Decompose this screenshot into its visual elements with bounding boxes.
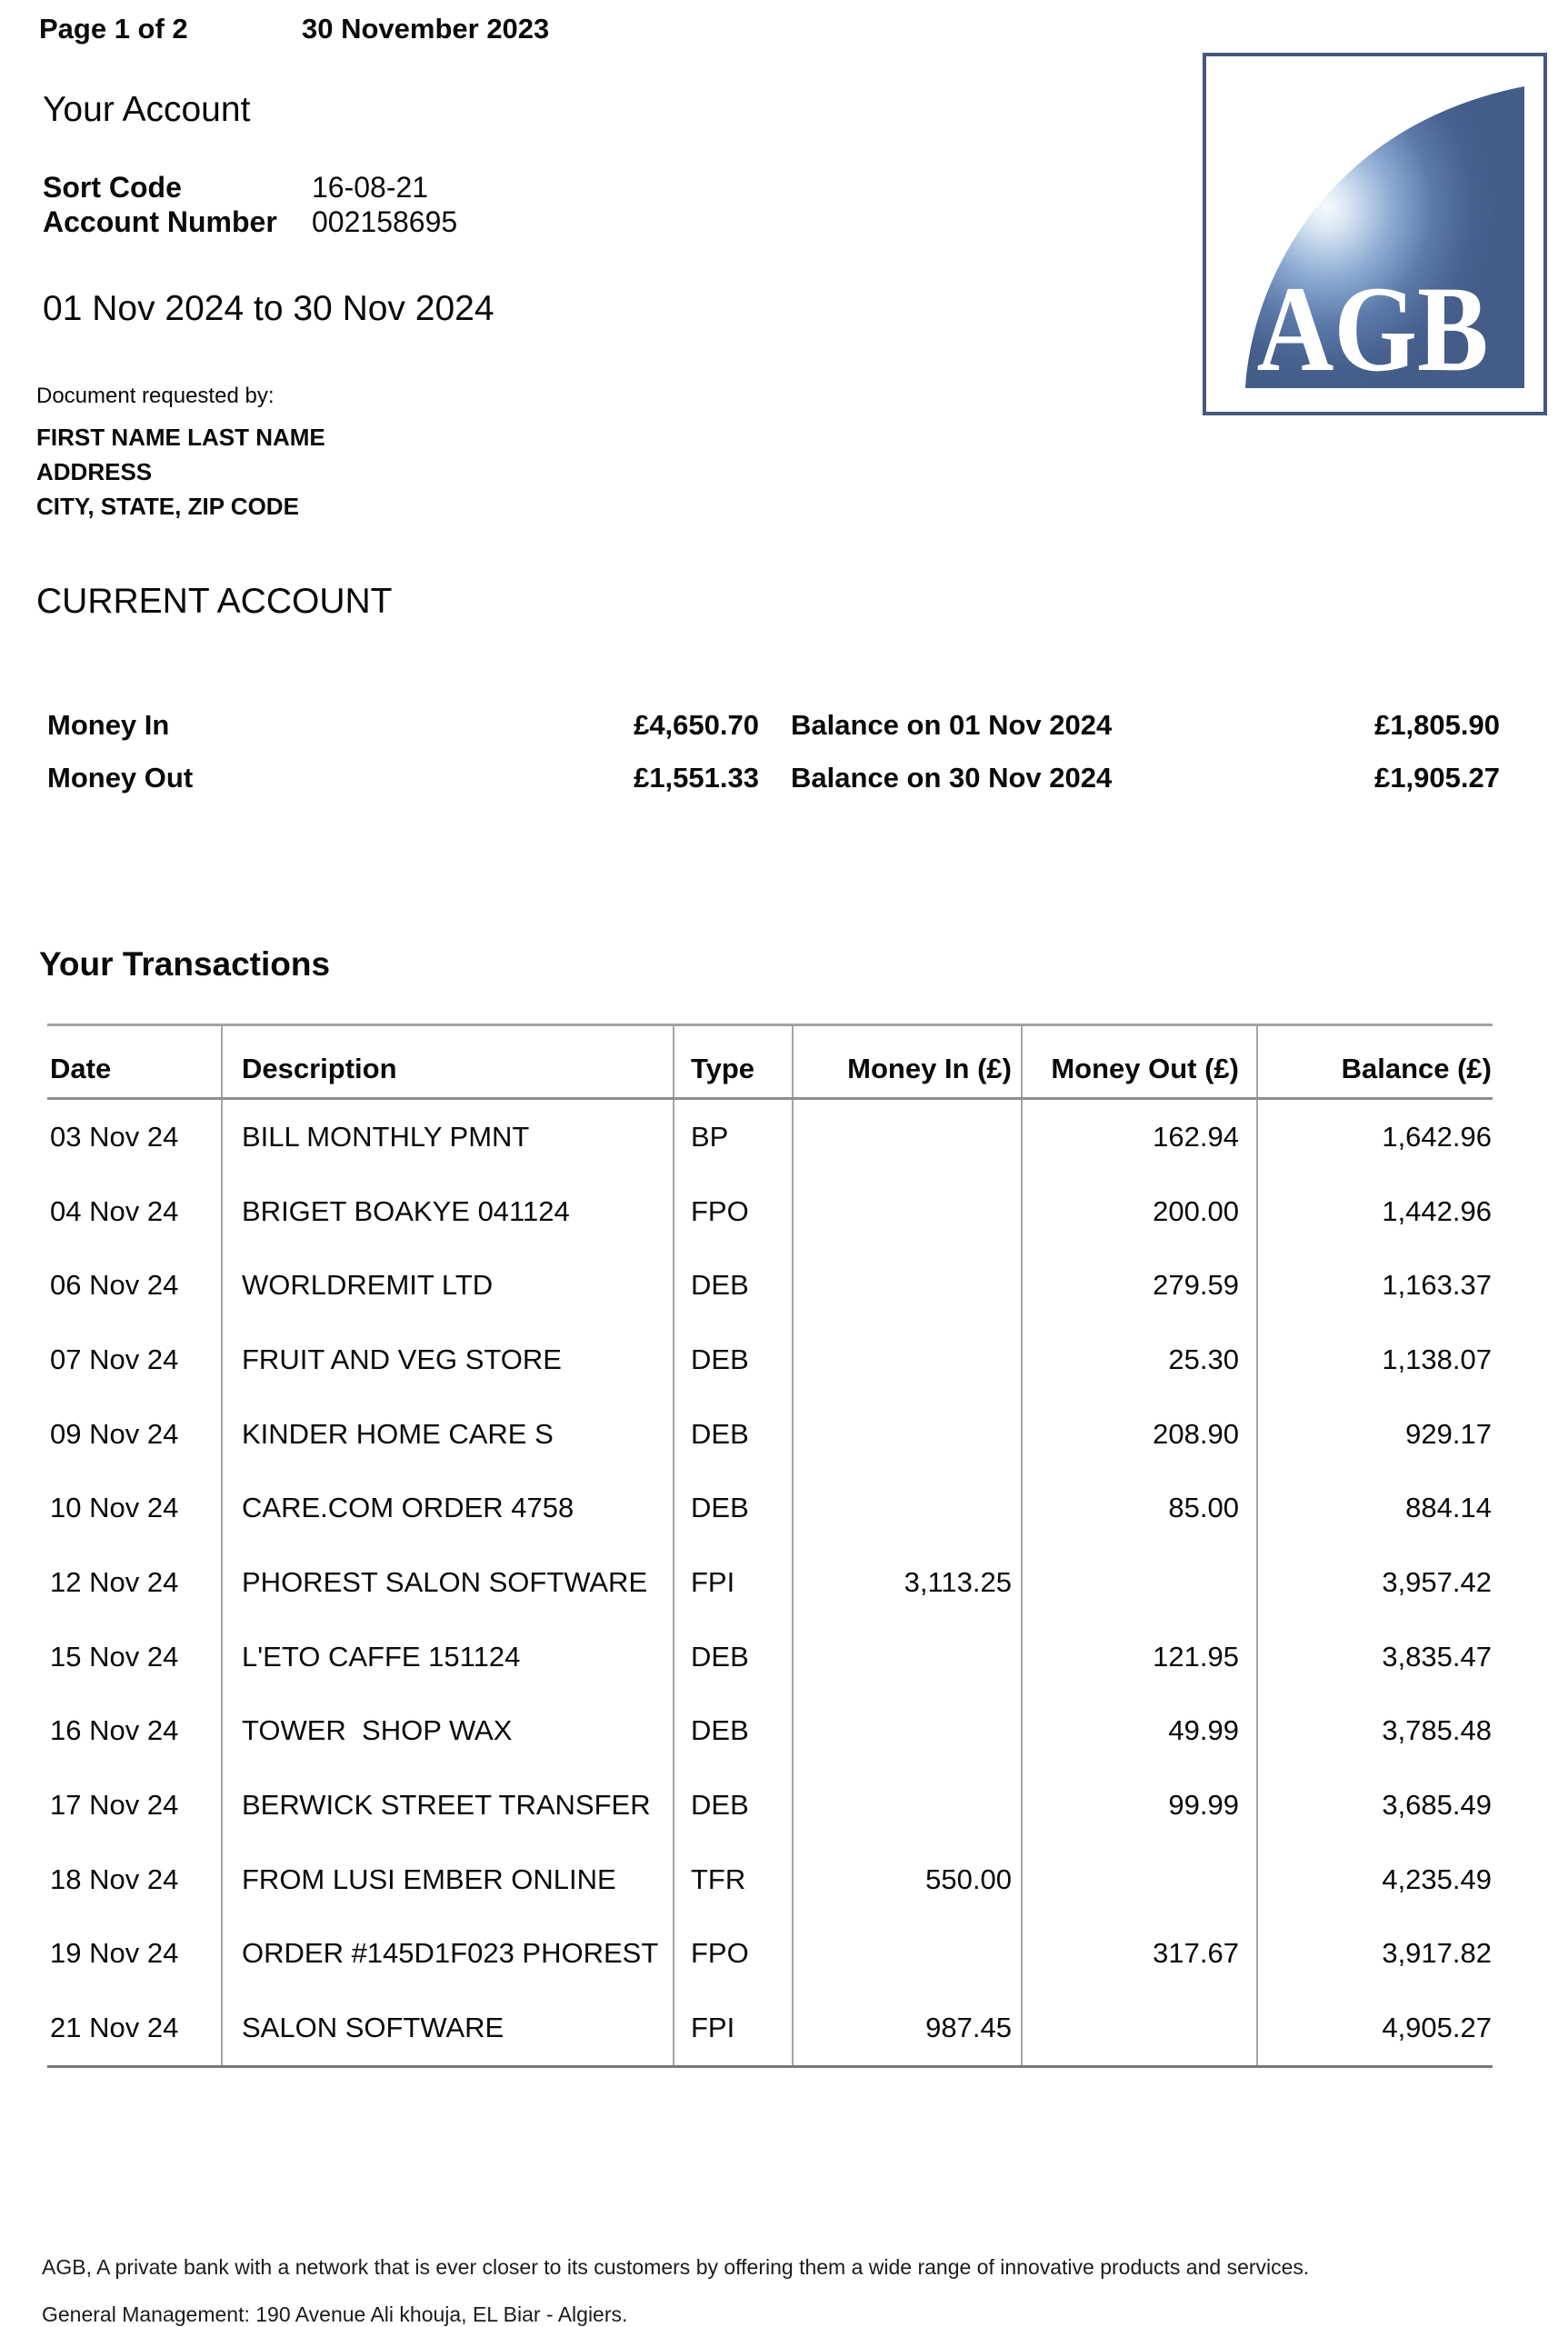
requested-by-address: ADDRESS — [36, 458, 153, 485]
tx-date-cell: 19 Nov 24 — [50, 1937, 179, 1970]
tx-money-in-cell — [792, 1397, 1021, 1472]
column-header-balance: Balance (£) — [1256, 1026, 1493, 1097]
tx-date-cell: 04 Nov 24 — [50, 1194, 179, 1227]
table-row — [47, 1100, 1493, 1174]
tx-money-out-cell: 121.95 — [1021, 1620, 1256, 1694]
tx-description-cell: SALON SOFTWARE — [221, 1991, 673, 2065]
tx-balance-cell: 4,235.49 — [1256, 1843, 1493, 1917]
tx-type-cell: DEB — [673, 1248, 792, 1323]
footer-tagline: AGB, A private bank with a network that is ever closer to its customers by offering them a wide range of innovative products and services. — [42, 2255, 1310, 2279]
opening-balance-label: Balance on 01 Nov 2024 — [791, 709, 1113, 741]
balance-summary — [47, 709, 1500, 793]
table-row — [47, 1768, 1493, 1843]
tx-money-in-cell: 987.45 — [792, 1991, 1021, 2065]
tx-description-cell: ORDER #145D1F023 PHOREST — [221, 1917, 673, 1992]
transactions-title: Your Transactions — [39, 945, 331, 983]
requested-by-label: Document requested by: — [36, 384, 275, 408]
tx-type-cell: DEB — [673, 1471, 792, 1545]
tx-type-cell: DEB — [673, 1620, 792, 1694]
summary-row-money-out — [47, 762, 1500, 793]
closing-balance-label: Balance on 30 Nov 2024 — [791, 762, 1113, 794]
section-title-your-account: Your Account — [43, 90, 251, 129]
statement-period: 01 Nov 2024 to 30 Nov 2024 — [43, 289, 494, 328]
tx-balance-cell: 3,917.82 — [1256, 1917, 1493, 1992]
tx-date-cell: 12 Nov 24 — [50, 1565, 179, 1598]
column-header-type: Type — [673, 1026, 792, 1097]
table-row — [47, 1917, 1493, 1992]
tx-description-cell: WORLDREMIT LTD — [221, 1248, 673, 1323]
tx-money-in-cell — [792, 1917, 1021, 1992]
tx-money-in-cell — [792, 1100, 1021, 1174]
transactions-header-row — [47, 1026, 1493, 1100]
tx-description-cell: KINDER HOME CARE S — [221, 1397, 673, 1472]
tx-date-cell: 15 Nov 24 — [50, 1640, 179, 1673]
table-row — [47, 1323, 1493, 1397]
closing-balance-amount: £1,905.27 — [1374, 762, 1500, 794]
tx-type-cell: TFR — [673, 1843, 792, 1917]
tx-description-cell: FROM LUSI EMBER ONLINE — [221, 1843, 673, 1917]
tx-balance-cell: 1,642.96 — [1256, 1100, 1493, 1174]
tx-money-in-cell — [792, 1248, 1021, 1323]
tx-balance-cell: 3,957.42 — [1256, 1545, 1493, 1620]
tx-description-cell: PHOREST SALON SOFTWARE — [221, 1545, 673, 1620]
tx-money-in-cell — [792, 1694, 1021, 1769]
tx-money-in-cell — [792, 1174, 1021, 1249]
table-row — [47, 1545, 1493, 1620]
tx-money-out-cell: 99.99 — [1021, 1768, 1256, 1843]
tx-money-out-cell: 200.00 — [1021, 1174, 1256, 1249]
statement-date: 30 November 2023 — [302, 13, 550, 45]
tx-description-cell: BRIGET BOAKYE 041124 — [221, 1174, 673, 1249]
requested-by-block — [36, 420, 325, 524]
account-number-label: Account Number — [43, 205, 277, 238]
tx-money-out-cell: 49.99 — [1021, 1694, 1256, 1769]
tx-money-in-cell — [792, 1620, 1021, 1694]
money-in-label: Money In — [47, 709, 170, 741]
tx-balance-cell: 929.17 — [1256, 1397, 1493, 1472]
tx-date-cell: 21 Nov 24 — [50, 2012, 179, 2044]
tx-balance-cell: 3,685.49 — [1256, 1768, 1493, 1843]
tx-description-cell: L'ETO CAFFE 151124 — [221, 1620, 673, 1694]
logo-text: AGB — [1256, 262, 1489, 397]
tx-money-out-cell — [1021, 1843, 1256, 1917]
tx-balance-cell: 4,905.27 — [1256, 1991, 1493, 2065]
agb-logo — [1203, 53, 1547, 415]
money-out-amount: £1,551.33 — [634, 762, 759, 794]
tx-description-cell: TOWER SHOP WAX — [221, 1694, 673, 1769]
tx-money-out-cell: 208.90 — [1021, 1397, 1256, 1472]
requested-by-name: FIRST NAME LAST NAME — [36, 424, 325, 451]
table-row — [47, 1843, 1493, 1917]
tx-date-cell: 06 Nov 24 — [50, 1269, 179, 1302]
tx-money-out-cell — [1021, 1545, 1256, 1620]
tx-date-cell: 07 Nov 24 — [50, 1343, 179, 1375]
footer-address: General Management: 190 Avenue Ali khouja, EL Biar - Algiers. — [42, 2302, 628, 2326]
account-type-title: CURRENT ACCOUNT — [36, 582, 393, 621]
table-row — [47, 1397, 1493, 1472]
tx-money-in-cell — [792, 1471, 1021, 1545]
tx-money-in-cell: 3,113.25 — [792, 1545, 1021, 1620]
tx-money-in-cell — [792, 1323, 1021, 1397]
account-number-value: 002158695 — [312, 205, 458, 238]
tx-type-cell: FPI — [673, 1991, 792, 2065]
table-row — [47, 1694, 1493, 1769]
tx-money-out-cell — [1021, 1991, 1256, 2065]
table-row — [47, 1620, 1493, 1694]
page-indicator: Page 1 of 2 — [39, 13, 188, 45]
summary-row-money-in — [47, 709, 1500, 740]
tx-balance-cell: 3,785.48 — [1256, 1694, 1493, 1769]
money-out-label: Money Out — [47, 762, 194, 794]
tx-balance-cell: 3,835.47 — [1256, 1620, 1493, 1694]
tx-money-out-cell: 317.67 — [1021, 1917, 1256, 1992]
tx-balance-cell: 884.14 — [1256, 1471, 1493, 1545]
tx-money-out-cell: 85.00 — [1021, 1471, 1256, 1545]
tx-type-cell: FPI — [673, 1545, 792, 1620]
table-row — [47, 1471, 1493, 1545]
tx-type-cell: FPO — [673, 1917, 792, 1992]
tx-balance-cell: 1,138.07 — [1256, 1323, 1493, 1397]
tx-date-cell: 10 Nov 24 — [50, 1492, 179, 1524]
transactions-table — [47, 1024, 1493, 2068]
tx-description-cell: BERWICK STREET TRANSFER — [221, 1768, 673, 1843]
sort-code-label: Sort Code — [43, 171, 182, 204]
tx-date-cell: 17 Nov 24 — [50, 1789, 179, 1822]
column-header-money-in: Money In (£) — [792, 1026, 1021, 1097]
tx-money-out-cell: 162.94 — [1021, 1100, 1256, 1174]
tx-description-cell: FRUIT AND VEG STORE — [221, 1323, 673, 1397]
tx-money-in-cell: 550.00 — [792, 1843, 1021, 1917]
column-header-date: Date — [50, 1053, 112, 1084]
tx-description-cell: BILL MONTHLY PMNT — [221, 1100, 673, 1174]
tx-date-cell: 18 Nov 24 — [50, 1863, 179, 1895]
tx-type-cell: DEB — [673, 1323, 792, 1397]
tx-money-in-cell — [792, 1768, 1021, 1843]
table-row — [47, 1248, 1493, 1323]
tx-type-cell: BP — [673, 1100, 792, 1174]
tx-date-cell: 09 Nov 24 — [50, 1417, 179, 1450]
column-header-money-out: Money Out (£) — [1021, 1026, 1256, 1097]
tx-date-cell: 03 Nov 24 — [50, 1120, 179, 1153]
tx-balance-cell: 1,163.37 — [1256, 1248, 1493, 1323]
tx-date-cell: 16 Nov 24 — [50, 1714, 179, 1747]
tx-type-cell: DEB — [673, 1397, 792, 1472]
tx-money-out-cell: 25.30 — [1021, 1323, 1256, 1397]
transactions-body — [47, 1100, 1493, 2065]
sort-code-value: 16-08-21 — [312, 171, 429, 204]
tx-type-cell: DEB — [673, 1768, 792, 1843]
tx-type-cell: FPO — [673, 1174, 792, 1249]
tx-balance-cell: 1,442.96 — [1256, 1174, 1493, 1249]
tx-type-cell: DEB — [673, 1694, 792, 1769]
table-row — [47, 1174, 1493, 1249]
tx-money-out-cell: 279.59 — [1021, 1248, 1256, 1323]
logo-graphic — [1206, 56, 1543, 412]
opening-balance-amount: £1,805.90 — [1374, 709, 1500, 741]
requested-by-city: CITY, STATE, ZIP CODE — [36, 493, 299, 520]
tx-description-cell: CARE.COM ORDER 4758 — [221, 1471, 673, 1545]
money-in-amount: £4,650.70 — [634, 709, 759, 741]
column-header-description: Description — [221, 1026, 673, 1097]
table-row — [47, 1991, 1493, 2065]
